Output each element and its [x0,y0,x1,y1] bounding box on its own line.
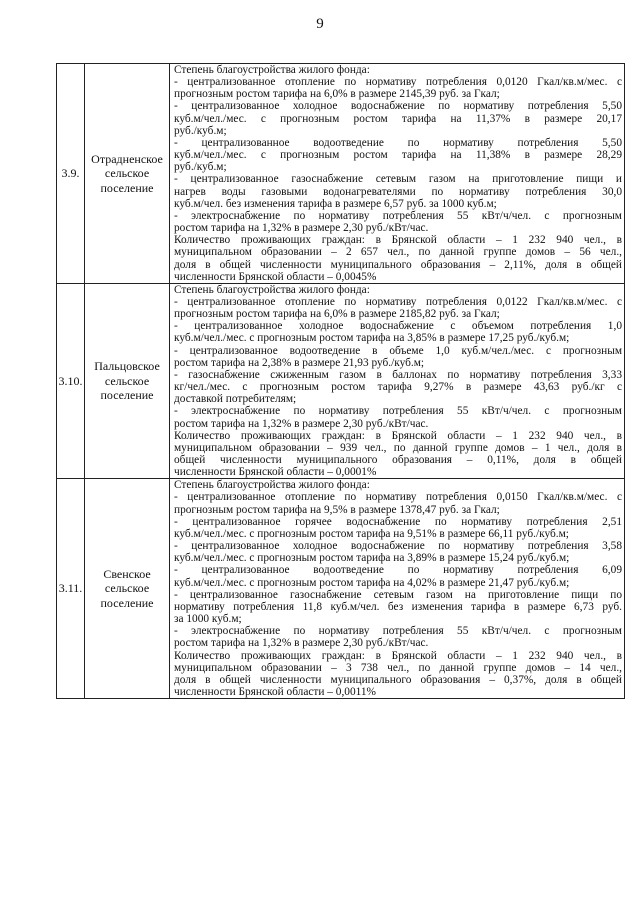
text-line: Количество проживающих граждан: в Брянской области – 1 232 940 чел., в [174,234,622,247]
description-paragraph [174,210,622,234]
text-line: куб.м/чел. без изменения тарифа в размере 6,57 руб. за 1000 куб.м; [174,197,497,210]
text-line: - централизованное холодное водоснабжение с объемом потребления 1,0 [174,320,622,333]
text-line: Количество проживающих граждан: в Брянской области – 1 232 940 чел., в [174,429,622,442]
text-line: куб.м/чел./мес. с прогнозным ростом тарифа на 9,51% в размере 66,11 руб./куб.м; [174,527,569,540]
text-line: муниципальном образовании – 2 657 чел., по данной группе домов – 56 чел., [174,246,622,259]
settlement-name-line: Отрадненское [91,151,163,166]
text-line: - централизованное отопление по нормативу потребления 0,0120 Гкал/кв.м/мес. с [174,76,622,89]
row-number: 3.11. [57,479,85,699]
settlement-name-line: сельское [104,166,150,181]
text-line: - централизованное водоотведение по нормативу потребления 5,50 [174,136,622,149]
description-paragraph [174,650,622,699]
description-paragraph [174,76,622,100]
text-line: ростом тарифа на 2,38% в размере 21,93 руб./куб.м; [174,356,425,369]
description-paragraph [174,369,622,405]
text-line: прогнозным ростом тарифа на 6,0% в размере 2145,39 руб. за Гкал; [174,88,500,101]
text-line: - централизованное отопление по нормативу потребления 0,0122 Гкал/кв.м/мес. с [174,295,622,308]
settlements-table [56,63,625,699]
text-line: - газоснабжение сжиженным газом в баллонах по нормативу потребления 3,33 [174,368,622,381]
text-line: куб.м/чел./мес. с прогнозным ростом тарифа на 3,85% в размере 17,25 руб./куб.м; [174,332,570,345]
text-line: численности Брянской области – 0,0011% [174,685,377,698]
text-line: Степень благоустройства жилого фонда: [174,64,370,76]
text-line: - централизованное горячее водоснабжение по нормативу потребления 2,51 [174,515,622,528]
text-line: куб.м/чел./мес. с прогнозным ростом тарифа на 11,38% в размере 28,29 [174,149,622,162]
text-line: прогнозным ростом тарифа на 9,5% в размере 1378,47 руб. за Гкал; [174,503,500,516]
row-number: 3.9. [57,64,85,284]
text-line: - электроснабжение по нормативу потребления 55 кВт/ч/чел. с прогнозным [174,209,622,222]
text-line: общей численности муниципального образования – 0,11%, доля в общей [174,454,622,466]
text-line: нагрев воды газовыми водонагревателями по нормативу потребления 30,0 [174,185,622,198]
settlement-name-line: сельское [104,373,150,388]
settlement-description [170,283,625,479]
text-line: нормативу потребления 11,8 куб.м/чел. без изменения тарифа в размере 6,73 руб. [174,600,622,613]
text-line: куб.м/чел./мес. с прогнозным ростом тарифа на 4,02% в размере 21,47 руб./куб.м; [174,576,570,589]
description-paragraph [174,173,622,209]
description-paragraph [174,625,622,649]
description-paragraph [174,405,622,429]
text-line: - централизованное отопление по нормативу потребления 0,0150 Гкал/кв.м/мес. с [174,491,622,504]
description-paragraph [174,137,622,173]
settlement-name-line: Свенское [103,566,151,581]
text-line: численности Брянской области – 0,0045% [174,270,377,283]
text-line: - централизованное водоотведение по нормативу потребления 6,09 [174,564,622,577]
text-line: - централизованное водоотведение в объеме 1,0 куб.м/чел./мес. с прогнозным [174,344,622,357]
text-line: - электроснабжение по нормативу потребления 55 кВт/ч/чел. с прогнозным [174,405,622,418]
housing-heading [174,64,622,76]
description-paragraph [174,296,622,320]
housing-heading [174,284,622,296]
settlement-description [170,64,625,284]
text-line: прогнозным ростом тарифа на 6,0% в размере 2185,82 руб. за Гкал; [174,308,500,321]
description-paragraph [174,234,622,283]
text-line: за 1000 куб.м; [174,613,242,626]
text-line: доставкой потребителям; [174,393,297,406]
description-paragraph [174,345,622,369]
text-line: ростом тарифа на 1,32% в размере 2,30 руб./кВт/час. [174,637,429,650]
settlement-name-line: поселение [100,595,154,610]
description-paragraph [174,430,622,479]
text-line: - централизованное холодное водоснабжение по нормативу потребления 3,58 [174,540,622,553]
text-line: куб.м/чел./мес. с прогнозным ростом тарифа на 11,37% в размере 20,17 [174,112,622,125]
text-line: руб./куб.м; [174,161,227,174]
text-line: Степень благоустройства жилого фонда: [174,479,370,492]
description-paragraph [174,100,622,136]
settlement-name-line: поселение [100,180,154,195]
description-paragraph [174,320,622,344]
settlement-description [170,479,625,699]
description-paragraph [174,491,622,515]
settlement-name-line: Пальцовское [94,359,160,374]
settlement-name [85,64,170,284]
settlement-name [85,283,170,479]
text-line: кг/чел./мес. с прогнозным ростом тарифа 9,27% в размере 43,63 руб./кг с [174,381,622,394]
row-number: 3.10. [57,283,85,479]
table-row [57,479,625,699]
text-line: Степень благоустройства жилого фонда: [174,283,370,296]
description-paragraph [174,516,622,540]
text-line: ростом тарифа на 1,32% в размере 2,30 руб./кВт/час. [174,222,429,235]
description-paragraph [174,540,622,564]
text-line: доля в общей численности муниципального образования – 2,11%, доля в общей [174,258,622,271]
settlement-name [85,479,170,699]
text-line: численности Брянской области – 0,0001% [174,466,377,479]
text-line: куб.м/чел./мес. с прогнозным ростом тарифа на 3,89% в размере 15,24 руб./куб.м; [174,552,570,565]
text-line: - централизованное газоснабжение сетевым газом на приготовление пищи по [174,588,622,601]
text-line: руб./куб.м; [174,124,227,137]
description-paragraph [174,589,622,625]
table-row [57,283,625,479]
text-line: - централизованное холодное водоснабжение по нормативу потребления 5,50 [174,100,622,113]
description-paragraph [174,564,622,588]
table-row [57,64,625,284]
text-line: муниципальном образовании – 939 чел., по данной группе домов – 1 чел., доля в [174,441,622,454]
text-line: - централизованное газоснабжение сетевым газом на приготовление пищи и [174,173,622,186]
text-line: ростом тарифа на 1,32% в размере 2,30 руб./кВт/час. [174,417,429,430]
text-line: доля в общей численности муниципального образования – 0,37%, доля в общей [174,673,622,686]
page-number: 9 [316,16,324,32]
text-line: муниципальном образовании – 3 738 чел., по данной группе домов – 14 чел., [174,661,622,674]
settlement-name-line: сельское [104,581,150,596]
text-line: Количество проживающих граждан: в Брянской области – 1 232 940 чел., в [174,649,622,662]
housing-heading [174,479,622,491]
text-line: - электроснабжение по нормативу потребления 55 кВт/ч/чел. с прогнозным [174,625,622,638]
settlement-name-line: поселение [100,388,154,403]
